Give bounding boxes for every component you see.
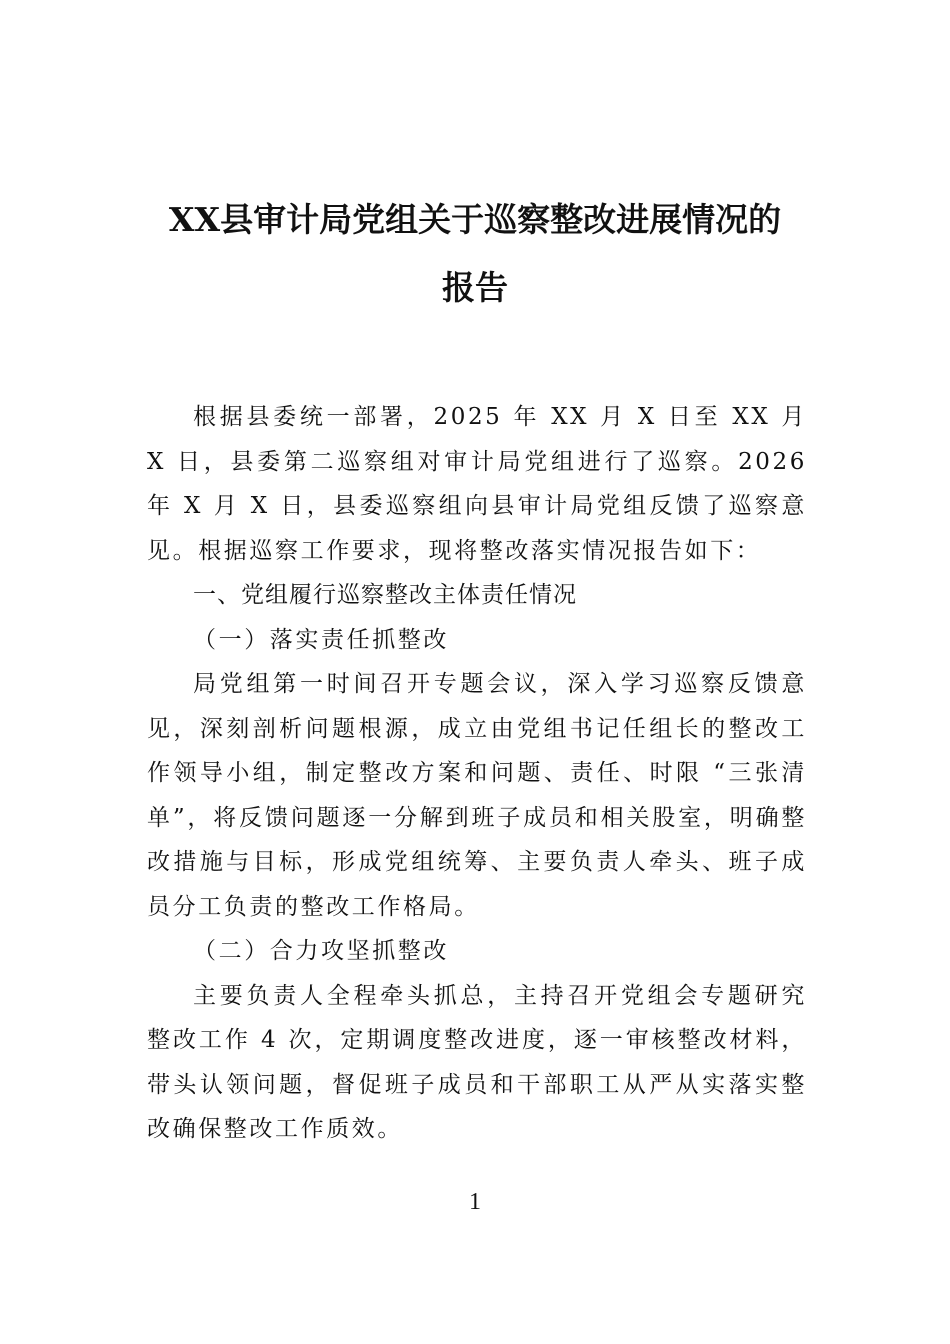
subsection-heading-1: （一）落实责任抓整改 xyxy=(193,626,449,653)
document-title-line-1: XX县审计局党组关于巡察整改进展情况的 xyxy=(168,200,782,239)
intro-paragraph: 根据县委统一部署，2025 年 XX 月 X 日至 XX 月 X 日，县委第二巡察组对审计局党组进行了巡察。2026 年 X 月 X 日，县委巡察组向县审计局党组反馈了巡察意见。根据巡察工作要求，现将整改落实情况报告如下： xyxy=(147,404,807,564)
subsection-2-paragraph: 主要负责人全程牵头抓总，主持召开党组会专题研究整改工作 4 次，定期调度整改进度，逐一审核整改材料，带头认领问题，督促班子成员和干部职工从严从实落实整改确保整改工作质效。 xyxy=(147,982,807,1142)
page-number: 1 xyxy=(469,1189,481,1215)
subsection-1-paragraph: 局党组第一时间召开专题会议，深入学习巡察反馈意见，深刻剖析问题根源，成立由党组书记任组长的整改工作领导小组，制定整改方案和问题、责任、时限 “三张清单”，将反馈问题逐一分解到班子成员和相关股室，明确整改措施与目标，形成党组统筹、主要负责人牵头、班子成员分工负责的整改工作格局。 xyxy=(147,671,807,920)
document-title-line-2: 报告 xyxy=(442,268,508,307)
document-body xyxy=(147,395,807,1152)
subsection-heading-2: （二）合力攻坚抓整改 xyxy=(193,938,449,964)
section-heading-1: 一、党组履行巡察整改主体责任情况 xyxy=(193,582,577,608)
